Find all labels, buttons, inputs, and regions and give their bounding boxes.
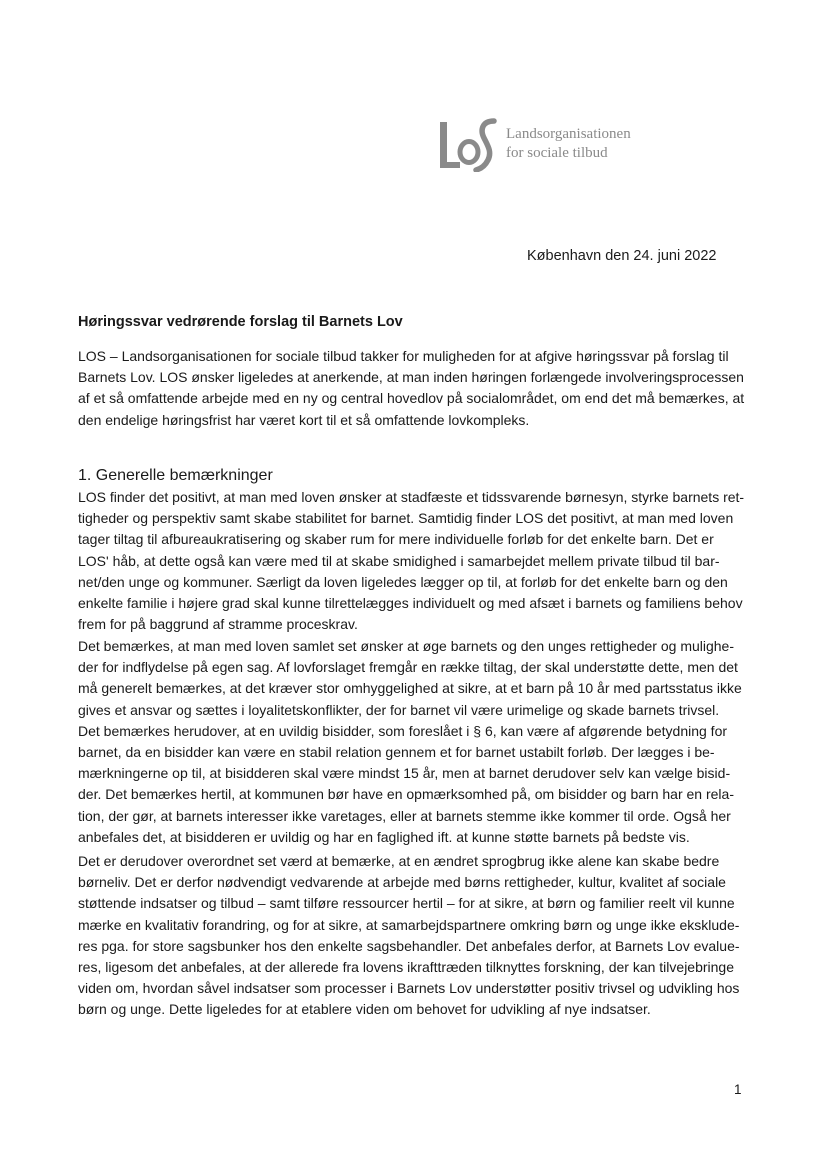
- section-heading: 1. Generelle bemærkninger: [78, 467, 273, 484]
- logo-line-1: Landsorganisationen: [506, 126, 631, 142]
- text-line: LOS' håb, at dette også kan være med til at skabe smidighed i samarbejdet mellem private tilbud til bar-: [78, 552, 720, 569]
- text-line: mærke en kvalitativ forandring, og for at sikre, at samarbejdspartnere omkring børn og unge ikke eksklude-: [78, 916, 740, 933]
- text-line: LOS finder det positivt, at man med loven ønsker at stadfæste et tidssvarende børnesyn, styrke barnets ret-: [78, 489, 745, 505]
- text-line: Det er derudover overordnet set værd at bemærke, at en ændret sprogbrug ikke alene kan skabe bedre: [78, 853, 720, 869]
- text-line: Barnets Lov. LOS ønsker ligeledes at anerkende, at man inden høringen forlængede involveringsprocessen: [78, 369, 744, 386]
- text-line: gives et ansvar og sættes i loyalitetskonflikter, der for barnet vil være urimelige og skade barnets trivsel.: [78, 701, 720, 718]
- text-line: res, ligesom det anbefales, at der allerede fra lovens ikrafttræden tilknyttes forskning, der kan tilvejebringe: [78, 959, 735, 976]
- text-line: børneliv. Det er derfor nødvendigt vedvarende at arbejde med børns rettigheder, kultur, kvalitet af sociale: [78, 874, 726, 891]
- paragraph-1: [78, 487, 758, 635]
- text-line: der for indflydelse på egen sag. Af lovforslaget fremgår en række tiltag, der skal understøtte dette, men det: [78, 659, 738, 676]
- text-line: støttende indsatser og tilbud – samt tilføre ressourcer hertil – for at sikre, at børn og familier reelt vil kunne: [78, 895, 735, 912]
- text-line: må generelt bemærkes, at det kræver stor omhyggelighed at sikre, at et barn på 10 år med partsstatus ikke: [78, 680, 742, 697]
- text-line: tager tiltag til afbureaukratisering og skaber rum for mere individuelle forløb for det enkelte barn. Det er: [78, 531, 714, 548]
- text-line: anbefales det, at bisidderen er uvildig og har en faglighed ift. at kunne støtte barnets på bedste vis.: [78, 828, 690, 845]
- paragraph-2: [78, 636, 758, 848]
- text-line: barnet, da en bisidder kan være en stabil relation gennem et for barnet ustabilt forløb. Der lægges i be-: [78, 744, 715, 761]
- text-line: frem for på baggrund af stramme proceskrav.: [78, 616, 358, 633]
- text-line: der. Det bemærkes hertil, at kommunen bør have en opmærksomhed på, om bisidder og barn har en rela-: [78, 786, 734, 803]
- text-line: af et så omfattende arbejde med en ny og central hovedlov på socialområdet, om end det må bemærkes, at: [78, 390, 745, 407]
- text-line: enkelte familie i højere grad skal kunne tilrettelægges individuelt og med afsæt i barnets og familiens behov: [78, 595, 743, 612]
- text-line: børn og unge. Dette ligeledes for at etablere viden om behovet for udvikling af nye indsatser.: [78, 1001, 651, 1018]
- text-line: net/den unge og kommuner. Særligt da loven ligeledes lægger op til, at forløb for det enkelte barn og den: [78, 573, 728, 590]
- text-line: Det bemærkes herudover, at en uvildig bisidder, som foreslået i § 6, kan være af afgørende betydning for: [78, 722, 728, 739]
- logo-wordmark: [506, 125, 631, 163]
- text-line: Det bemærkes, at man med loven samlet set ønsker at øge barnets og den unges rettigheder og mulighe-: [78, 638, 735, 654]
- intro-paragraph: [78, 346, 758, 431]
- text-line: den endelige høringsfrist har været kort til et så omfattende lovkompleks.: [78, 411, 530, 428]
- document-title: Høringssvar vedrørende forslag til Barnets Lov: [78, 314, 403, 330]
- document-date: København den 24. juni 2022: [527, 248, 717, 264]
- text-line: tigheder og perspektiv samt skabe stabilitet for barnet. Samtidig finder LOS det positivt, at man med loven: [78, 510, 734, 527]
- page-number: 1: [734, 1082, 742, 1097]
- text-line: tion, der gør, at barnets interesser ikke varetages, eller at barnets stemme ikke kommer til orde. Også her: [78, 807, 731, 824]
- logo-line-2: for sociale tilbud: [506, 145, 608, 161]
- text-line: viden om, hvordan såvel indsatser som processer i Barnets Lov understøtter positiv trivsel og udvikling hos: [78, 980, 740, 997]
- text-line: mærkningerne op til, at bisidderen skal være mindst 15 år, men at barnet derudover selv kan vælge bisid-: [78, 765, 731, 782]
- los-logo-mark: [436, 116, 500, 172]
- paragraph-3: [78, 851, 758, 1021]
- organization-logo: [436, 116, 631, 172]
- text-line: LOS – Landsorganisationen for sociale tilbud takker for muligheden for at afgive høringssvar på forslag til: [78, 348, 729, 364]
- text-line: res pga. for store sagsbunker hos den enkelte sagsbehandler. Det anbefales derfor, at Barnets Lov evalue-: [78, 937, 740, 954]
